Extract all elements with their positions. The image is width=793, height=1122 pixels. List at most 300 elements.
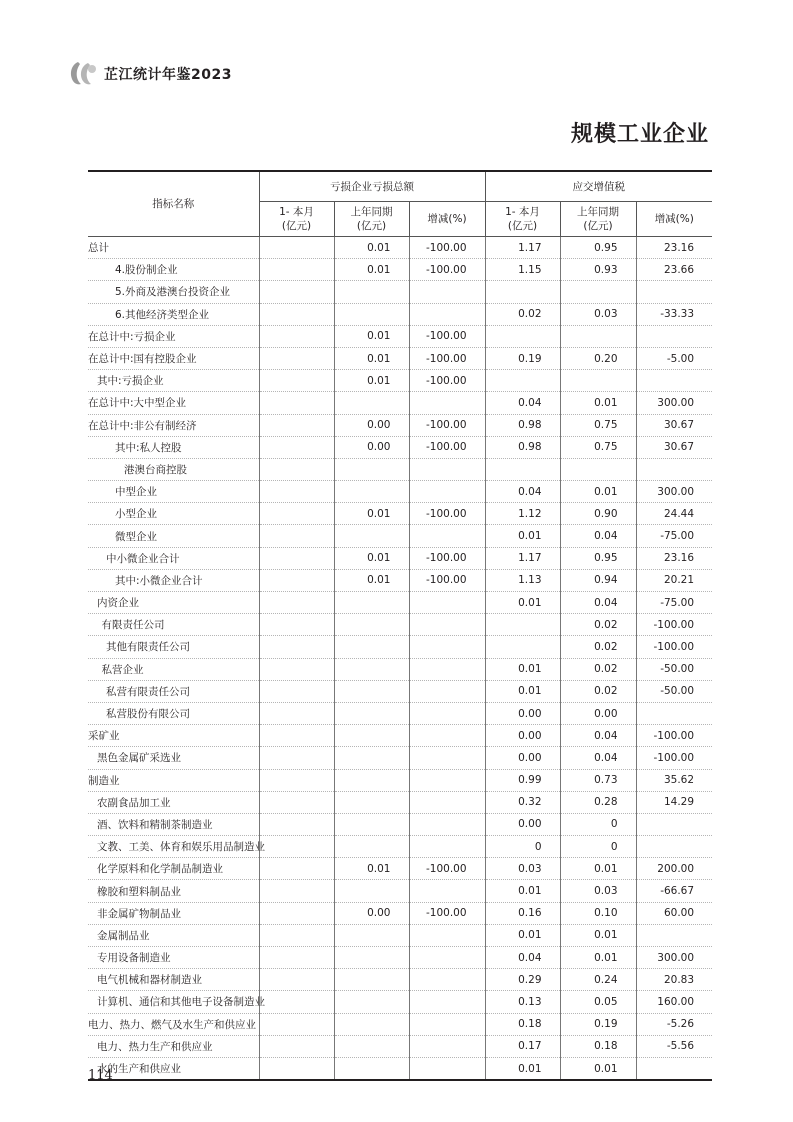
yearbook-title: 芷江统计年鉴2023 xyxy=(104,67,232,83)
loss-current-cell xyxy=(259,325,334,347)
vat-change-header: 增减(%) xyxy=(636,202,712,237)
vat-current-cell: 0.01 xyxy=(485,658,560,680)
loss-change-cell: -100.00 xyxy=(409,325,485,347)
vat-change-cell: -50.00 xyxy=(636,658,712,680)
vat-current-cell: 0.17 xyxy=(485,1035,560,1057)
loss-last-year-cell xyxy=(334,991,409,1013)
loss-change-cell xyxy=(409,281,485,303)
vat-last-year-cell: 0.01 xyxy=(560,858,636,880)
row-indicator-name: 微型企业 xyxy=(88,525,259,547)
vat-change-cell xyxy=(636,370,712,392)
loss-last-year-cell: 0.01 xyxy=(334,237,409,259)
vat-current-cell: 0.99 xyxy=(485,769,560,791)
vat-change-cell xyxy=(636,924,712,946)
row-indicator-name: 小型企业 xyxy=(88,503,259,525)
table-row xyxy=(88,1013,712,1035)
vat-last-year-cell: 0.01 xyxy=(560,481,636,503)
vat-last-year-cell: 0.02 xyxy=(560,614,636,636)
table-row xyxy=(88,237,712,259)
vat-change-cell xyxy=(636,836,712,858)
loss-change-cell: -100.00 xyxy=(409,237,485,259)
loss-change-cell: -100.00 xyxy=(409,347,485,369)
table-row xyxy=(88,924,712,946)
vat-change-cell: -100.00 xyxy=(636,725,712,747)
row-indicator-name: 电力、热力生产和供应业 xyxy=(88,1035,259,1057)
loss-last-year-cell: 0.01 xyxy=(334,370,409,392)
loss-current-cell xyxy=(259,1057,334,1080)
loss-change-cell xyxy=(409,969,485,991)
vat-change-cell: 200.00 xyxy=(636,858,712,880)
table-row xyxy=(88,747,712,769)
loss-current-cell xyxy=(259,392,334,414)
row-indicator-name: 专用设备制造业 xyxy=(88,947,259,969)
loss-current-cell xyxy=(259,569,334,591)
loss-last-year-cell xyxy=(334,525,409,547)
vat-change-cell: 24.44 xyxy=(636,503,712,525)
table-row xyxy=(88,503,712,525)
vat-last-year-cell xyxy=(560,325,636,347)
table-row xyxy=(88,680,712,702)
vat-current-cell: 1.15 xyxy=(485,259,560,281)
loss-change-cell xyxy=(409,924,485,946)
vat-current-cell: 0.01 xyxy=(485,924,560,946)
loss-change-cell xyxy=(409,525,485,547)
vat-change-cell: -75.00 xyxy=(636,525,712,547)
vat-last-year-cell: 0.20 xyxy=(560,347,636,369)
loss-current-cell xyxy=(259,725,334,747)
row-indicator-name: 农副食品加工业 xyxy=(88,791,259,813)
table-row xyxy=(88,525,712,547)
table-row xyxy=(88,658,712,680)
row-indicator-name: 6.其他经济类型企业 xyxy=(88,303,259,325)
vat-current-cell: 0.01 xyxy=(485,880,560,902)
table-row xyxy=(88,436,712,458)
table-row xyxy=(88,592,712,614)
loss-last-year-cell xyxy=(334,880,409,902)
row-indicator-name: 电气机械和器材制造业 xyxy=(88,969,259,991)
row-indicator-name: 其中:亏损企业 xyxy=(88,370,259,392)
statistics-table xyxy=(88,170,712,1081)
vat-current-cell: 0.00 xyxy=(485,747,560,769)
vat-last-year-cell: 0.01 xyxy=(560,947,636,969)
vat-change-cell: -33.33 xyxy=(636,303,712,325)
loss-change-cell xyxy=(409,458,485,480)
loss-last-year-cell xyxy=(334,658,409,680)
row-indicator-name: 中小微企业合计 xyxy=(88,547,259,569)
loss-change-cell xyxy=(409,1057,485,1080)
row-indicator-name: 在总计中:国有控股企业 xyxy=(88,347,259,369)
loss-last-year-cell xyxy=(334,947,409,969)
loss-change-cell xyxy=(409,947,485,969)
loss-current-cell xyxy=(259,680,334,702)
vat-last-year-cell: 0.10 xyxy=(560,902,636,924)
vat-last-year-cell: 0.93 xyxy=(560,259,636,281)
vat-current-cell: 0.19 xyxy=(485,347,560,369)
loss-current-cell xyxy=(259,991,334,1013)
vat-last-year-cell: 0.04 xyxy=(560,525,636,547)
table-row xyxy=(88,325,712,347)
vat-change-cell: 300.00 xyxy=(636,947,712,969)
loss-current-cell xyxy=(259,947,334,969)
vat-change-cell: 30.67 xyxy=(636,436,712,458)
loss-last-year-cell xyxy=(334,791,409,813)
table-row xyxy=(88,836,712,858)
vat-current-cell: 0.04 xyxy=(485,392,560,414)
vat-current-cell: 0.00 xyxy=(485,725,560,747)
vat-current-cell: 0.03 xyxy=(485,858,560,880)
loss-current-cell xyxy=(259,547,334,569)
vat-change-cell: 35.62 xyxy=(636,769,712,791)
vat-last-year-cell: 0 xyxy=(560,813,636,835)
vat-current-month-header: 1- 本月 (亿元) xyxy=(485,202,560,237)
vat-last-year-cell: 0.95 xyxy=(560,547,636,569)
loss-last-year-cell: 0.01 xyxy=(334,858,409,880)
vat-current-cell xyxy=(485,325,560,347)
vat-current-cell: 0.29 xyxy=(485,969,560,991)
vat-last-year-cell: 0.03 xyxy=(560,303,636,325)
loss-last-year-cell: 0.01 xyxy=(334,259,409,281)
loss-current-cell xyxy=(259,858,334,880)
loss-current-cell xyxy=(259,414,334,436)
loss-last-year-header: 上年同期 (亿元) xyxy=(334,202,409,237)
loss-change-cell: -100.00 xyxy=(409,503,485,525)
loss-last-year-cell xyxy=(334,702,409,724)
row-indicator-name: 非金属矿物制品业 xyxy=(88,902,259,924)
vat-current-cell: 0.04 xyxy=(485,947,560,969)
loss-last-year-cell: 0.01 xyxy=(334,547,409,569)
vat-current-cell: 1.17 xyxy=(485,547,560,569)
loss-last-year-cell xyxy=(334,969,409,991)
vat-group-header: 应交增值税 xyxy=(485,171,712,202)
vat-last-year-cell: 0.02 xyxy=(560,680,636,702)
table-row xyxy=(88,702,712,724)
row-indicator-name: 其他有限责任公司 xyxy=(88,636,259,658)
vat-change-cell: -5.00 xyxy=(636,347,712,369)
vat-current-cell xyxy=(485,614,560,636)
vat-last-year-cell: 0.04 xyxy=(560,592,636,614)
vat-change-cell: -5.56 xyxy=(636,1035,712,1057)
vat-current-cell: 0.00 xyxy=(485,813,560,835)
table-row xyxy=(88,414,712,436)
table-row xyxy=(88,392,712,414)
vat-current-cell: 1.13 xyxy=(485,569,560,591)
vat-current-cell: 1.17 xyxy=(485,237,560,259)
table-row xyxy=(88,969,712,991)
loss-last-year-cell: 0.01 xyxy=(334,347,409,369)
loss-change-cell xyxy=(409,836,485,858)
vat-last-year-cell: 0 xyxy=(560,836,636,858)
vat-current-cell: 1.12 xyxy=(485,503,560,525)
loss-current-cell xyxy=(259,525,334,547)
vat-last-year-cell xyxy=(560,281,636,303)
table-row xyxy=(88,791,712,813)
loss-current-cell xyxy=(259,458,334,480)
row-indicator-name: 在总计中:非公有制经济 xyxy=(88,414,259,436)
table-row xyxy=(88,547,712,569)
vat-current-cell: 0.01 xyxy=(485,680,560,702)
table-row xyxy=(88,813,712,835)
loss-current-cell xyxy=(259,436,334,458)
page-number: 114 xyxy=(88,1068,113,1083)
loss-last-year-cell xyxy=(334,836,409,858)
loss-current-cell xyxy=(259,347,334,369)
row-indicator-name: 私营企业 xyxy=(88,658,259,680)
table-row xyxy=(88,991,712,1013)
vat-change-cell xyxy=(636,325,712,347)
vat-last-year-cell: 0.28 xyxy=(560,791,636,813)
loss-last-year-cell xyxy=(334,769,409,791)
loss-change-header: 增减(%) xyxy=(409,202,485,237)
vat-change-cell xyxy=(636,813,712,835)
vat-current-cell: 0 xyxy=(485,836,560,858)
loss-last-year-cell xyxy=(334,1057,409,1080)
loss-change-cell: -100.00 xyxy=(409,902,485,924)
loss-last-year-cell xyxy=(334,281,409,303)
loss-change-cell: -100.00 xyxy=(409,547,485,569)
row-indicator-name: 水的生产和供应业 xyxy=(88,1057,259,1080)
vat-last-year-cell: 0.90 xyxy=(560,503,636,525)
vat-current-cell: 0.01 xyxy=(485,525,560,547)
vat-change-cell xyxy=(636,281,712,303)
table-row xyxy=(88,725,712,747)
vat-change-cell: 30.67 xyxy=(636,414,712,436)
vat-last-year-cell: 0.03 xyxy=(560,880,636,902)
loss-current-cell xyxy=(259,481,334,503)
table-row xyxy=(88,569,712,591)
loss-current-cell xyxy=(259,303,334,325)
vat-last-year-cell: 0.75 xyxy=(560,436,636,458)
row-indicator-name: 在总计中:亏损企业 xyxy=(88,325,259,347)
row-indicator-name: 制造业 xyxy=(88,769,259,791)
row-indicator-name: 金属制品业 xyxy=(88,924,259,946)
row-indicator-name: 私营有限责任公司 xyxy=(88,680,259,702)
vat-last-year-cell: 0.01 xyxy=(560,392,636,414)
loss-change-cell xyxy=(409,813,485,835)
row-indicator-name: 采矿业 xyxy=(88,725,259,747)
row-indicator-name: 文教、工美、体育和娱乐用品制造业 xyxy=(88,836,259,858)
loss-change-cell: -100.00 xyxy=(409,569,485,591)
loss-group-header: 亏损企业亏损总额 xyxy=(259,171,485,202)
loss-change-cell xyxy=(409,680,485,702)
vat-last-year-cell: 0.18 xyxy=(560,1035,636,1057)
vat-current-cell: 0.16 xyxy=(485,902,560,924)
row-indicator-name: 酒、饮料和精制茶制造业 xyxy=(88,813,259,835)
loss-current-cell xyxy=(259,237,334,259)
vat-last-year-cell: 0.05 xyxy=(560,991,636,1013)
vat-last-year-cell: 0.95 xyxy=(560,237,636,259)
vat-change-cell: -100.00 xyxy=(636,614,712,636)
loss-current-cell xyxy=(259,1035,334,1057)
loss-change-cell xyxy=(409,592,485,614)
loss-change-cell: -100.00 xyxy=(409,370,485,392)
table-row xyxy=(88,636,712,658)
row-indicator-name: 化学原料和化学制品制造业 xyxy=(88,858,259,880)
row-indicator-name: 电力、热力、燃气及水生产和供应业 xyxy=(88,1013,259,1035)
vat-current-cell xyxy=(485,458,560,480)
loss-change-cell xyxy=(409,658,485,680)
vat-last-year-cell: 0.94 xyxy=(560,569,636,591)
loss-last-year-cell xyxy=(334,614,409,636)
vat-change-cell: 20.83 xyxy=(636,969,712,991)
vat-change-cell xyxy=(636,1057,712,1080)
vat-current-cell: 0.18 xyxy=(485,1013,560,1035)
vat-change-cell: 23.16 xyxy=(636,547,712,569)
loss-change-cell xyxy=(409,991,485,1013)
vat-current-cell: 0.98 xyxy=(485,414,560,436)
table-row xyxy=(88,769,712,791)
loss-last-year-cell xyxy=(334,1013,409,1035)
vat-current-cell: 0.02 xyxy=(485,303,560,325)
vat-last-year-cell: 0.19 xyxy=(560,1013,636,1035)
loss-last-year-cell: 0.01 xyxy=(334,325,409,347)
vat-last-year-cell: 0.04 xyxy=(560,747,636,769)
vat-change-cell: -75.00 xyxy=(636,592,712,614)
vat-change-cell: 14.29 xyxy=(636,791,712,813)
loss-last-year-cell: 0.00 xyxy=(334,436,409,458)
vat-change-cell: 60.00 xyxy=(636,902,712,924)
loss-change-cell xyxy=(409,636,485,658)
loss-current-cell xyxy=(259,880,334,902)
table-row xyxy=(88,481,712,503)
loss-last-year-cell xyxy=(334,481,409,503)
loss-current-cell xyxy=(259,902,334,924)
loss-change-cell xyxy=(409,392,485,414)
loss-change-cell xyxy=(409,769,485,791)
table-row xyxy=(88,458,712,480)
loss-last-year-cell xyxy=(334,1035,409,1057)
table-row xyxy=(88,370,712,392)
row-indicator-name: 5.外商及港澳台投资企业 xyxy=(88,281,259,303)
loss-last-year-cell xyxy=(334,303,409,325)
vat-change-cell: 23.66 xyxy=(636,259,712,281)
loss-current-cell xyxy=(259,259,334,281)
yearbook-logo-icon xyxy=(68,60,98,86)
row-indicator-name: 其中:小微企业合计 xyxy=(88,569,259,591)
vat-current-cell xyxy=(485,281,560,303)
loss-change-cell xyxy=(409,747,485,769)
vat-current-cell xyxy=(485,636,560,658)
loss-last-year-cell xyxy=(334,592,409,614)
loss-last-year-cell xyxy=(334,924,409,946)
loss-current-cell xyxy=(259,969,334,991)
loss-current-cell xyxy=(259,769,334,791)
loss-current-cell xyxy=(259,281,334,303)
loss-last-year-cell xyxy=(334,725,409,747)
vat-change-cell: -50.00 xyxy=(636,680,712,702)
vat-change-cell: -100.00 xyxy=(636,636,712,658)
vat-current-cell: 0.00 xyxy=(485,702,560,724)
loss-current-cell xyxy=(259,791,334,813)
loss-current-cell xyxy=(259,614,334,636)
vat-last-year-header: 上年同期 (亿元) xyxy=(560,202,636,237)
vat-current-cell: 0.98 xyxy=(485,436,560,458)
loss-change-cell xyxy=(409,702,485,724)
vat-change-cell: -5.26 xyxy=(636,1013,712,1035)
vat-last-year-cell: 0.01 xyxy=(560,1057,636,1080)
loss-current-cell xyxy=(259,747,334,769)
row-indicator-name: 内资企业 xyxy=(88,592,259,614)
vat-current-cell: 0.01 xyxy=(485,592,560,614)
vat-last-year-cell: 0.02 xyxy=(560,658,636,680)
table-row xyxy=(88,303,712,325)
loss-last-year-cell xyxy=(334,813,409,835)
loss-change-cell: -100.00 xyxy=(409,259,485,281)
loss-last-year-cell xyxy=(334,458,409,480)
loss-change-cell: -100.00 xyxy=(409,858,485,880)
row-indicator-name: 其中:私人控股 xyxy=(88,436,259,458)
vat-last-year-cell: 0.73 xyxy=(560,769,636,791)
loss-last-year-cell: 0.01 xyxy=(334,569,409,591)
loss-change-cell xyxy=(409,481,485,503)
row-indicator-name: 私营股份有限公司 xyxy=(88,702,259,724)
vat-change-cell xyxy=(636,702,712,724)
vat-change-cell: 300.00 xyxy=(636,481,712,503)
vat-change-cell: -66.67 xyxy=(636,880,712,902)
loss-last-year-cell xyxy=(334,680,409,702)
vat-current-cell: 0.01 xyxy=(485,1057,560,1080)
loss-change-cell xyxy=(409,725,485,747)
vat-current-cell: 0.32 xyxy=(485,791,560,813)
loss-last-year-cell xyxy=(334,392,409,414)
loss-change-cell: -100.00 xyxy=(409,414,485,436)
loss-change-cell xyxy=(409,614,485,636)
loss-change-cell xyxy=(409,1035,485,1057)
vat-current-cell: 0.13 xyxy=(485,991,560,1013)
table-row xyxy=(88,858,712,880)
loss-current-cell xyxy=(259,636,334,658)
vat-current-cell xyxy=(485,370,560,392)
row-indicator-name: 有限责任公司 xyxy=(88,614,259,636)
loss-last-year-cell: 0.00 xyxy=(334,902,409,924)
loss-current-cell xyxy=(259,592,334,614)
vat-last-year-cell xyxy=(560,458,636,480)
loss-current-month-header: 1- 本月 (亿元) xyxy=(259,202,334,237)
loss-change-cell xyxy=(409,791,485,813)
vat-change-cell: 160.00 xyxy=(636,991,712,1013)
vat-last-year-cell: 0.04 xyxy=(560,725,636,747)
loss-current-cell xyxy=(259,813,334,835)
loss-last-year-cell xyxy=(334,636,409,658)
row-indicator-name: 中型企业 xyxy=(88,481,259,503)
vat-change-cell: 20.21 xyxy=(636,569,712,591)
loss-current-cell xyxy=(259,370,334,392)
table-row xyxy=(88,347,712,369)
loss-current-cell xyxy=(259,1013,334,1035)
indicator-name-header: 指标名称 xyxy=(88,171,259,237)
loss-change-cell: -100.00 xyxy=(409,436,485,458)
vat-last-year-cell xyxy=(560,370,636,392)
table-body xyxy=(88,237,712,1081)
loss-current-cell xyxy=(259,658,334,680)
table-row xyxy=(88,880,712,902)
row-indicator-name: 计算机、通信和其他电子设备制造业 xyxy=(88,991,259,1013)
row-indicator-name: 黑色金属矿采选业 xyxy=(88,747,259,769)
vat-change-cell xyxy=(636,458,712,480)
loss-current-cell xyxy=(259,924,334,946)
vat-last-year-cell: 0.24 xyxy=(560,969,636,991)
table-row xyxy=(88,259,712,281)
loss-change-cell xyxy=(409,1013,485,1035)
vat-last-year-cell: 0.00 xyxy=(560,702,636,724)
loss-current-cell xyxy=(259,702,334,724)
vat-current-cell: 0.04 xyxy=(485,481,560,503)
table-row xyxy=(88,1035,712,1057)
vat-change-cell: 300.00 xyxy=(636,392,712,414)
loss-last-year-cell: 0.01 xyxy=(334,503,409,525)
row-indicator-name: 橡胶和塑料制品业 xyxy=(88,880,259,902)
loss-current-cell xyxy=(259,503,334,525)
vat-change-cell: 23.16 xyxy=(636,237,712,259)
